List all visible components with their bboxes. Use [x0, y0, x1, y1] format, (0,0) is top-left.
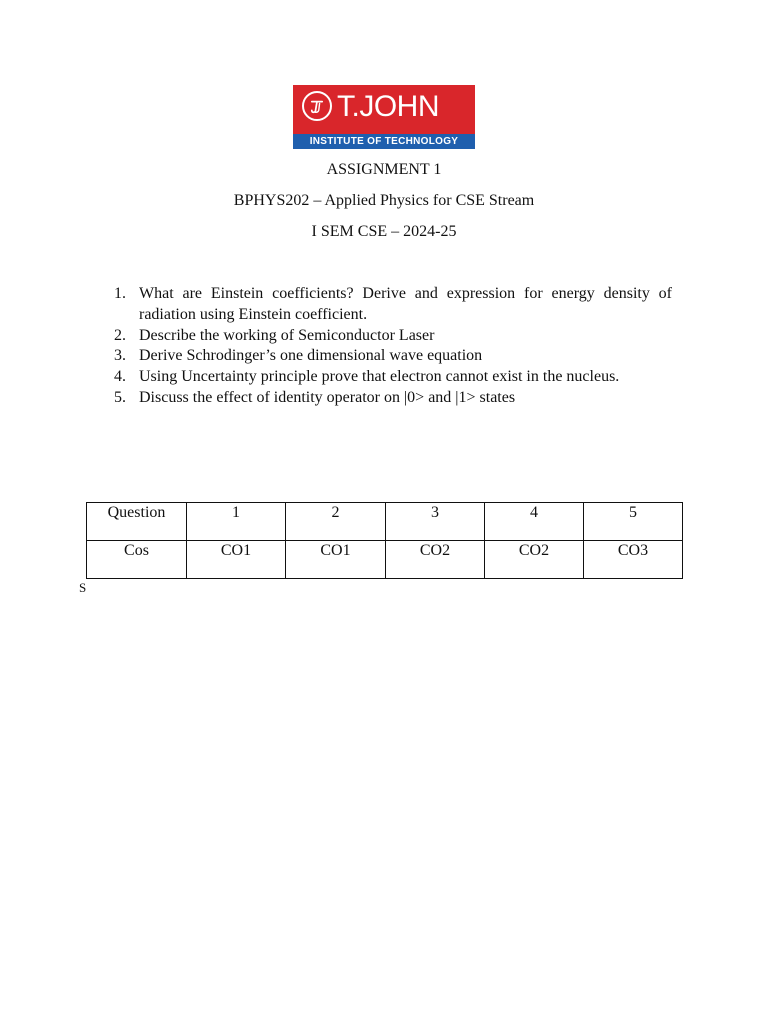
- stray-character: S: [79, 580, 87, 595]
- cell-text: 4: [530, 504, 538, 521]
- question-number: 5.: [114, 388, 126, 406]
- table-cell: [584, 541, 683, 579]
- table-cell: [87, 541, 187, 579]
- question-number: 4.: [114, 368, 126, 386]
- table-cell: [286, 541, 386, 579]
- question-item: [114, 326, 672, 347]
- table-cell: [386, 503, 485, 541]
- question-list: [114, 284, 672, 409]
- question-item: [114, 367, 672, 388]
- question-text: Derive Schrodinger’s one dimensional wave equation: [139, 347, 483, 365]
- table-cell: [584, 503, 683, 541]
- semester-line: I SEM CSE – 2024-25: [311, 223, 457, 240]
- question-text: What are Einstein coefficients? Derive and expression for energy density of radiation using Einstein coefficient.: [139, 285, 672, 323]
- table-cell: [286, 503, 386, 541]
- table-cell: [485, 503, 584, 541]
- tj-emblem-icon: [302, 91, 332, 121]
- cell-text: 3: [431, 504, 439, 521]
- cell-text: CO1: [220, 542, 252, 559]
- course-title: BPHYS202 – Applied Physics for CSE Stream: [233, 192, 535, 209]
- table-cell: [87, 503, 187, 541]
- table-row-cos: [87, 541, 683, 579]
- question-item: [114, 388, 672, 409]
- course-outcome-table: [86, 502, 683, 579]
- table-row-questions: [87, 503, 683, 541]
- question-text: Discuss the effect of identity operator on |0> and |1> states: [139, 388, 516, 406]
- cell-text: CO2: [518, 542, 550, 559]
- logo-name: T.JOHN: [337, 90, 439, 123]
- institute-logo: [293, 85, 475, 149]
- cell-text: 5: [629, 504, 637, 521]
- cell-text: Question: [107, 504, 166, 521]
- cell-text: CO2: [419, 542, 451, 559]
- cell-text: Cos: [124, 542, 149, 559]
- question-text: Using Uncertainty principle prove that electron cannot exist in the nucleus.: [139, 368, 620, 386]
- cell-text: CO3: [617, 542, 649, 559]
- table-cell: [485, 541, 584, 579]
- question-item: [114, 284, 672, 326]
- question-number: 2.: [114, 326, 126, 344]
- question-item: [114, 346, 672, 367]
- assignment-title: ASSIGNMENT 1: [326, 161, 442, 178]
- table-cell: [386, 541, 485, 579]
- cell-text: CO1: [320, 542, 351, 559]
- table-cell: [187, 541, 286, 579]
- table-cell: [187, 503, 286, 541]
- cell-text: 1: [232, 504, 240, 521]
- logo-tagline: INSTITUTE OF TECHNOLOGY: [293, 134, 475, 149]
- question-number: 1.: [114, 285, 126, 302]
- question-number: 3.: [114, 347, 126, 365]
- cell-text: 2: [331, 504, 340, 521]
- question-text: Describe the working of Semiconductor Laser: [139, 326, 435, 344]
